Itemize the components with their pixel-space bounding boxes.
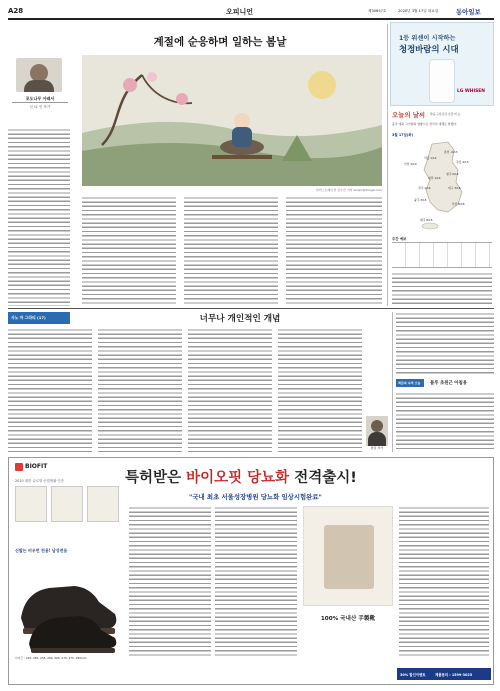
whisen-headline-small: 1등 위센이 시작하는	[399, 35, 456, 42]
city-busan: 부산 6/16	[452, 202, 465, 206]
issue-date: 2020년 3월 17일 화요일	[398, 9, 439, 13]
essay-illustration	[82, 55, 382, 186]
section-rule	[8, 308, 494, 309]
biofit-brand: BIOFIT	[15, 462, 75, 472]
biofit-ad[interactable]	[8, 457, 494, 685]
page-header	[8, 6, 494, 18]
illustration-credit: 일러스트레이션 김수진 기자 soojin@donga.com	[315, 188, 382, 192]
header-rule	[8, 18, 494, 20]
whisen-ad[interactable]	[390, 22, 494, 106]
city-gwangju: 광주 3/15	[414, 198, 427, 202]
author-box	[8, 56, 70, 126]
ad-footer	[397, 668, 491, 680]
author-name: 포도나무 아래서	[25, 96, 55, 101]
side-text-top	[396, 312, 494, 374]
aircon-image	[429, 59, 455, 103]
book-corner-label: 책갈피 속의 오늘	[398, 380, 421, 385]
column-text-col-2	[98, 328, 182, 452]
author-photo	[16, 58, 62, 92]
biofit-subheadline: "국내 최초 서울성장병원 당뇨화 임상시험완료"	[189, 493, 322, 501]
whisen-headline-big: 청정바람의 시대	[399, 44, 459, 54]
weather-date: 3월 17일(화)	[392, 133, 414, 137]
essay-text-col-2	[82, 196, 176, 306]
shoe-image	[15, 558, 123, 654]
city-daegu: 대구 3/16	[448, 186, 461, 190]
city-jeonju: 전주 1/14	[418, 186, 431, 190]
weather-legend: 맑음·구름조금·흐림·비·눈	[430, 112, 461, 116]
column-label: 사노 마 그라티 (17)	[11, 315, 46, 320]
book-corner-title: 블루 초원근 아침용	[430, 380, 467, 386]
page-number: A28	[8, 7, 24, 15]
middle-divider	[392, 312, 393, 452]
essay-text-col-3	[184, 196, 278, 306]
column-text-col-4	[278, 328, 362, 452]
product-name: 100% 국내산 手製靴	[320, 616, 376, 622]
essay-title: 계절에 순응하며 일하는 봄날	[153, 36, 287, 48]
column-title: 너무나 개인적인 개념	[199, 314, 281, 324]
essay-text-col-4	[286, 196, 382, 306]
brand-logo: 동아일보	[456, 8, 481, 16]
shoe-label: 신발는 비우먼 전용! 남성전용	[15, 548, 68, 553]
city-cheongju: 청주 0/14	[446, 172, 459, 176]
discount-label: 30% 할인이벤트	[400, 672, 426, 677]
city-chuncheon: 춘천 -2/13	[444, 150, 458, 154]
issue-number: 제30657호	[368, 9, 387, 13]
author-role: 신 타 민 작가	[29, 105, 51, 109]
essay-divider	[387, 24, 388, 306]
product-image	[303, 506, 393, 606]
column-text-col-3	[188, 328, 272, 452]
column-author: 한강 작가	[370, 446, 384, 450]
weather-map	[404, 140, 484, 232]
section-title: 오피니언	[226, 8, 254, 16]
weather-summary: 중국 대륙 고기압의 영향으로 전국이 대체로 맑겠다.	[392, 122, 458, 126]
book-corner-header	[396, 378, 494, 388]
whisen-brand: LG WHISEN	[457, 89, 485, 94]
city-jeju: 제주 8/15	[420, 218, 433, 222]
weather-notes	[392, 272, 492, 304]
phone-label: 제품문의 : 1599-3025	[435, 672, 473, 677]
ad-text-col-2	[215, 506, 297, 656]
weekly-forecast-title: 주간 예보	[392, 237, 407, 241]
certificate-images	[15, 486, 123, 522]
weekly-forecast-grid	[392, 242, 492, 268]
city-seoul: 서울 1/12	[424, 156, 437, 160]
shoe-sizes: 사이즈 : 245, 250, 255, 260, 265, 270, 275, 280mm	[15, 656, 87, 660]
weather-title: 오늘의 날씨	[392, 111, 426, 119]
column-author-photo	[366, 416, 388, 446]
city-daejeon: 대전 1/14	[428, 176, 441, 180]
book-corner-text	[396, 392, 494, 452]
city-incheon: 인천 2/10	[404, 162, 417, 166]
ad-text-col-1	[129, 506, 211, 656]
ad-text-col-3	[399, 506, 489, 656]
biofit-headline: 특허받은 바이오핏 당뇨화 전격출시!	[125, 470, 357, 486]
column-text-col-1	[8, 328, 92, 452]
essay-text-col-1	[8, 128, 70, 306]
weather-panel	[390, 110, 494, 306]
column-label-box	[8, 312, 70, 324]
city-gangneung: 강릉 4/13	[456, 160, 469, 164]
biofit-tagline: 2020 대한 글로벌 준법생활 인증	[15, 479, 64, 483]
